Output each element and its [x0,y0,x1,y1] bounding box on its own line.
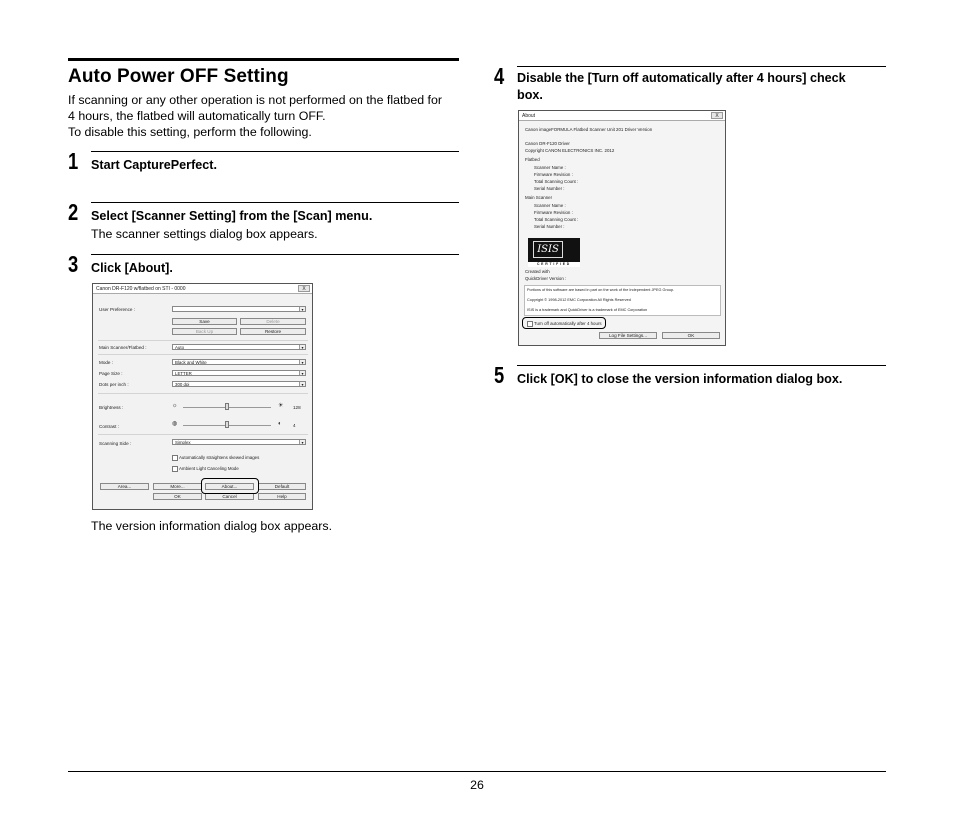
default-button[interactable]: Default [258,483,306,490]
select-value: Auto [175,345,185,350]
isis-certified-text: CERTIFIED [528,262,580,267]
step-rule [91,151,459,152]
step-title: Click [About]. [91,261,173,275]
select-value: 300 dpi [175,382,190,387]
dialog-title: About [522,113,536,119]
select-value: Simplex [175,440,191,445]
footer-rule [68,771,886,772]
about-line: Total Scanning Count : [534,179,579,184]
contrast-low-icon: ◍ [172,421,178,427]
step-2 [68,199,459,242]
dpi-label: Dots per inch : [99,382,129,387]
select-value: LETTER [175,371,192,376]
about-line: Serial Number : [534,224,565,229]
step-title-line: box. [517,88,543,102]
section-intro [68,92,459,140]
step-3 [68,251,459,277]
notice-line: Portions of this software are based in part on the work of the Independent JPEG Group. [527,288,675,292]
straighten-checkbox[interactable]: Automatically straightens skewed images [172,455,259,460]
step-rule [517,365,886,366]
step-number: 4 [494,63,505,89]
about-line: Total Scanning Count : [534,217,579,222]
step-rule [517,66,886,67]
close-icon[interactable]: X [711,112,723,119]
mode-select[interactable] [172,359,306,365]
turn-off-highlight [522,317,606,329]
step-number: 2 [68,199,79,225]
about-line: Firmware Revision : [534,172,573,177]
area-button[interactable]: Area... [100,483,149,490]
step-title: Click [OK] to close the version information dialog box. [517,372,843,386]
about-line: Flatbed [525,157,540,162]
chevron-down-icon: ▾ [299,345,305,350]
step-title-line: Disable the [Turn off automatically after 4 hours] check [517,71,846,85]
step-title [517,70,886,104]
intro-line: 4 hours, the flatbed will automatically turn OFF. [68,109,326,123]
chevron-down-icon: ▾ [299,382,305,387]
divider [98,393,308,394]
contrast-label: Contrast : [99,424,119,429]
backup-button[interactable]: Back Up [172,328,237,335]
restore-button[interactable]: Restore [240,328,306,335]
notice-line: ISIS is a trademark and QuickDriver is a trademark of EMC Corporation [527,308,648,312]
dpi-select[interactable] [172,381,306,387]
page-size-select[interactable] [172,370,306,376]
contrast-high-icon: ◐ [278,421,282,427]
divider [98,354,308,355]
scanning-side-label: Scanning Side : [99,441,132,446]
intro-line: If scanning or any other operation is not performed on the flatbed for [68,93,443,107]
ok-button[interactable]: OK [153,493,202,500]
scanner-settings-dialog [92,283,313,510]
step-rule [91,254,459,255]
main-scanner-label: Main Scanner/Flatbed : [99,345,147,350]
about-dialog [518,110,726,346]
user-preference-select[interactable] [172,306,306,312]
chevron-down-icon: ▾ [299,360,305,365]
about-line: Canon DR-F120 Driver [525,141,570,146]
section-rule [68,58,459,61]
save-button[interactable]: Save [172,318,237,325]
about-line: Main Scanner [525,195,553,200]
turn-off-automatically-checkbox[interactable]: Turn off automatically after 4 hours [527,321,602,326]
about-line: Serial Number : [534,186,565,191]
select-value: Black and White [175,360,207,365]
step-1 [68,148,459,174]
step-5 [494,362,886,388]
about-line: Copyright CANON ELECTRONICS INC. 2012 [525,148,615,153]
about-line: Scanner Name : [534,165,566,170]
scanning-side-select[interactable] [172,439,306,445]
close-icon[interactable]: X [298,285,310,292]
chevron-down-icon: ▾ [299,307,305,312]
about-highlight [201,478,259,494]
cancel-button[interactable]: Cancel [205,493,254,500]
divider [98,340,308,341]
step-number: 5 [494,362,505,388]
page-number: 26 [470,778,484,792]
brightness-high-icon: ☀ [278,403,284,409]
step-rule [91,202,459,203]
notice-box [524,285,721,316]
about-line: Scanner Name : [534,203,566,208]
about-line: Canon imageFORMULA Flatbed Scanner Unit 201 Driver Version [525,127,653,132]
step-title: Start CapturePerfect. [91,158,217,172]
step-number: 3 [68,251,79,277]
mode-label: Mode : [99,360,114,365]
about-line: Firmware Revision : [534,210,573,215]
isis-logo [528,238,580,267]
delete-button[interactable]: Delete [240,318,306,325]
brightness-slider-handle[interactable] [225,403,229,410]
contrast-slider-handle[interactable] [225,421,229,428]
about-button[interactable]: About... [205,483,254,490]
isis-logo-text: ISIS [533,241,563,258]
created-with: Created with [525,269,550,274]
section-title: Auto Power OFF Setting [68,66,289,87]
step-title: Select [Scanner Setting] from the [Scan] menu. [91,209,373,223]
user-preference-label: User Preference : [99,307,135,312]
brightness-value: 128 [293,405,301,410]
dialog-title-bar [519,111,725,121]
step-4 [494,63,886,104]
quickdriver-version: QuickDriver Version : [525,276,567,281]
ambient-light-checkbox[interactable]: Ambient Light Canceling Mode [172,466,239,471]
ok-button[interactable]: OK [662,332,720,339]
more-button[interactable]: More... [153,483,202,490]
step-3-result: The version information dialog box appears. [91,519,333,533]
step-number: 1 [68,148,79,174]
main-scanner-select[interactable] [172,344,306,350]
intro-line: To disable this setting, perform the following. [68,125,312,139]
step-description: The scanner settings dialog box appears. [91,227,318,241]
brightness-label: Brightness : [99,405,124,410]
page-size-label: Page Size : [99,371,123,376]
dialog-title: Canon DR-F120 w/flatbed on STI - 0000 [96,286,186,292]
brightness-low-icon: ☼ [172,403,178,409]
contrast-value: 4 [293,423,296,428]
dialog-title-bar [93,284,312,294]
log-file-settings-button[interactable]: Log File Settings... [599,332,657,339]
divider [98,434,308,435]
chevron-down-icon: ▾ [299,371,305,376]
notice-line: Copyright © 1998-2012 EMC Corporation All Rights Reserved [527,298,631,302]
help-button[interactable]: Help [258,493,306,500]
chevron-down-icon: ▾ [299,440,305,445]
